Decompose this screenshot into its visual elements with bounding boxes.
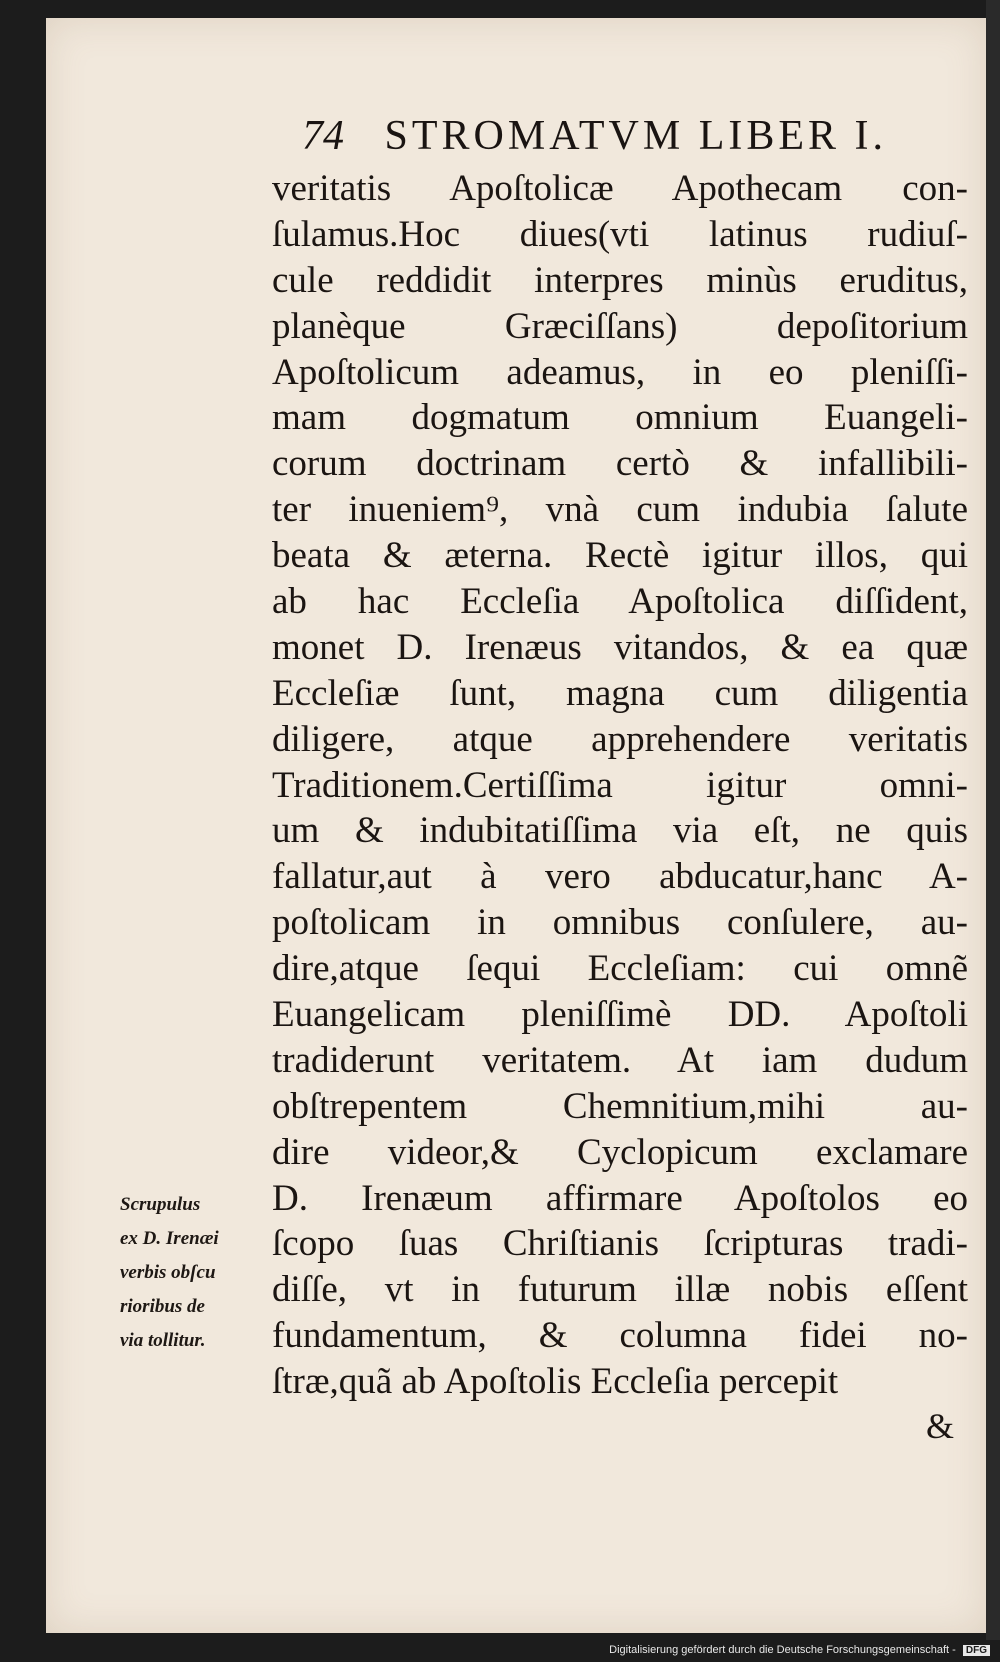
text-line: Apoſtolicum adeamus, in eo pleniſſi- [272, 351, 968, 393]
margin-note [120, 1188, 260, 1358]
body-text [272, 166, 968, 1405]
text-line: beata & æterna. Rectè igitur illos, qui [272, 535, 968, 577]
footer-text: Digitalisierung gefördert durch die Deutsche Forschungsgemeinschaft - [609, 1644, 956, 1656]
text-line: poſtolicam in omnibus conſulere, au- [272, 902, 968, 944]
text-line: monet D. Irenæus vitandos, & ea quæ [272, 626, 968, 668]
text-line: fundamentum, & columna fidei no- [272, 1315, 968, 1357]
margin-note-line: Scrupulus [120, 1194, 201, 1215]
text-line: Eccleſiæ ſunt, magna cum diligentia [272, 672, 968, 714]
page-number: 74 [302, 113, 344, 159]
text-line: tradiderunt veritatem. At iam dudum [272, 1039, 968, 1081]
text-line: corum doctrinam certò & infallibili- [272, 443, 968, 485]
text-line: ſulamus.Hoc diues(vti latinus rudiuſ- [272, 213, 968, 255]
margin-note-line: via tollitur. [120, 1330, 206, 1351]
running-title: STROMATVM LIBER I. [384, 113, 888, 159]
text-line: planèque Græciſſans) depoſitorium [272, 305, 968, 347]
margin-note-line: rioribus de [120, 1296, 205, 1317]
text-line: ter inueniem⁹, vnà cum indubia ſalute [272, 489, 968, 531]
text-line: cule reddidit interpres minùs eruditus, [272, 259, 968, 301]
text-line: ſtræ,quã ab Apoſtolis Eccleſia percepit [272, 1361, 839, 1403]
text-line: D. Irenæum affirmare Apoſtolos eo [272, 1177, 968, 1219]
text-line: Traditionem.Certiſſima igitur omni- [272, 764, 968, 806]
text-line: veritatis Apoſtolicæ Apothecam con- [272, 168, 968, 209]
catchword: & [926, 1406, 955, 1446]
text-line: um & indubitatiſſima via eſt, ne quis [272, 810, 968, 852]
text-line: mam dogmatum omnium Euangeli- [272, 397, 968, 439]
text-line: dire,atque ſequi Eccleſiam: cui omnẽ [272, 948, 968, 990]
text-line: obſtrepentem Chemnitium,mihi au- [272, 1085, 968, 1127]
margin-note-line: ex D. Irenæi [120, 1228, 219, 1249]
digitization-footer [609, 1644, 990, 1656]
dfg-logo: DFG [963, 1645, 990, 1656]
text-line: dire videor,& Cyclopicum exclamare [272, 1131, 968, 1173]
running-head [302, 112, 962, 172]
text-line: diligere, atque apprehendere veritatis [272, 718, 968, 760]
text-line: diſſe, vt in futurum illæ nobis eſſent [272, 1269, 968, 1311]
text-line: fallatur,aut à vero abducatur,hanc A- [272, 856, 968, 898]
text-line: ſcopo ſuas Chriſtianis ſcripturas tradi- [272, 1223, 968, 1265]
margin-note-line: verbis obſcu [120, 1262, 216, 1283]
scan-edge [986, 0, 1000, 1640]
text-line: Euangelicam pleniſſimè DD. Apoſtoli [272, 994, 968, 1036]
text-line: ab hac Eccleſia Apoſtolica diſſident, [272, 581, 968, 623]
